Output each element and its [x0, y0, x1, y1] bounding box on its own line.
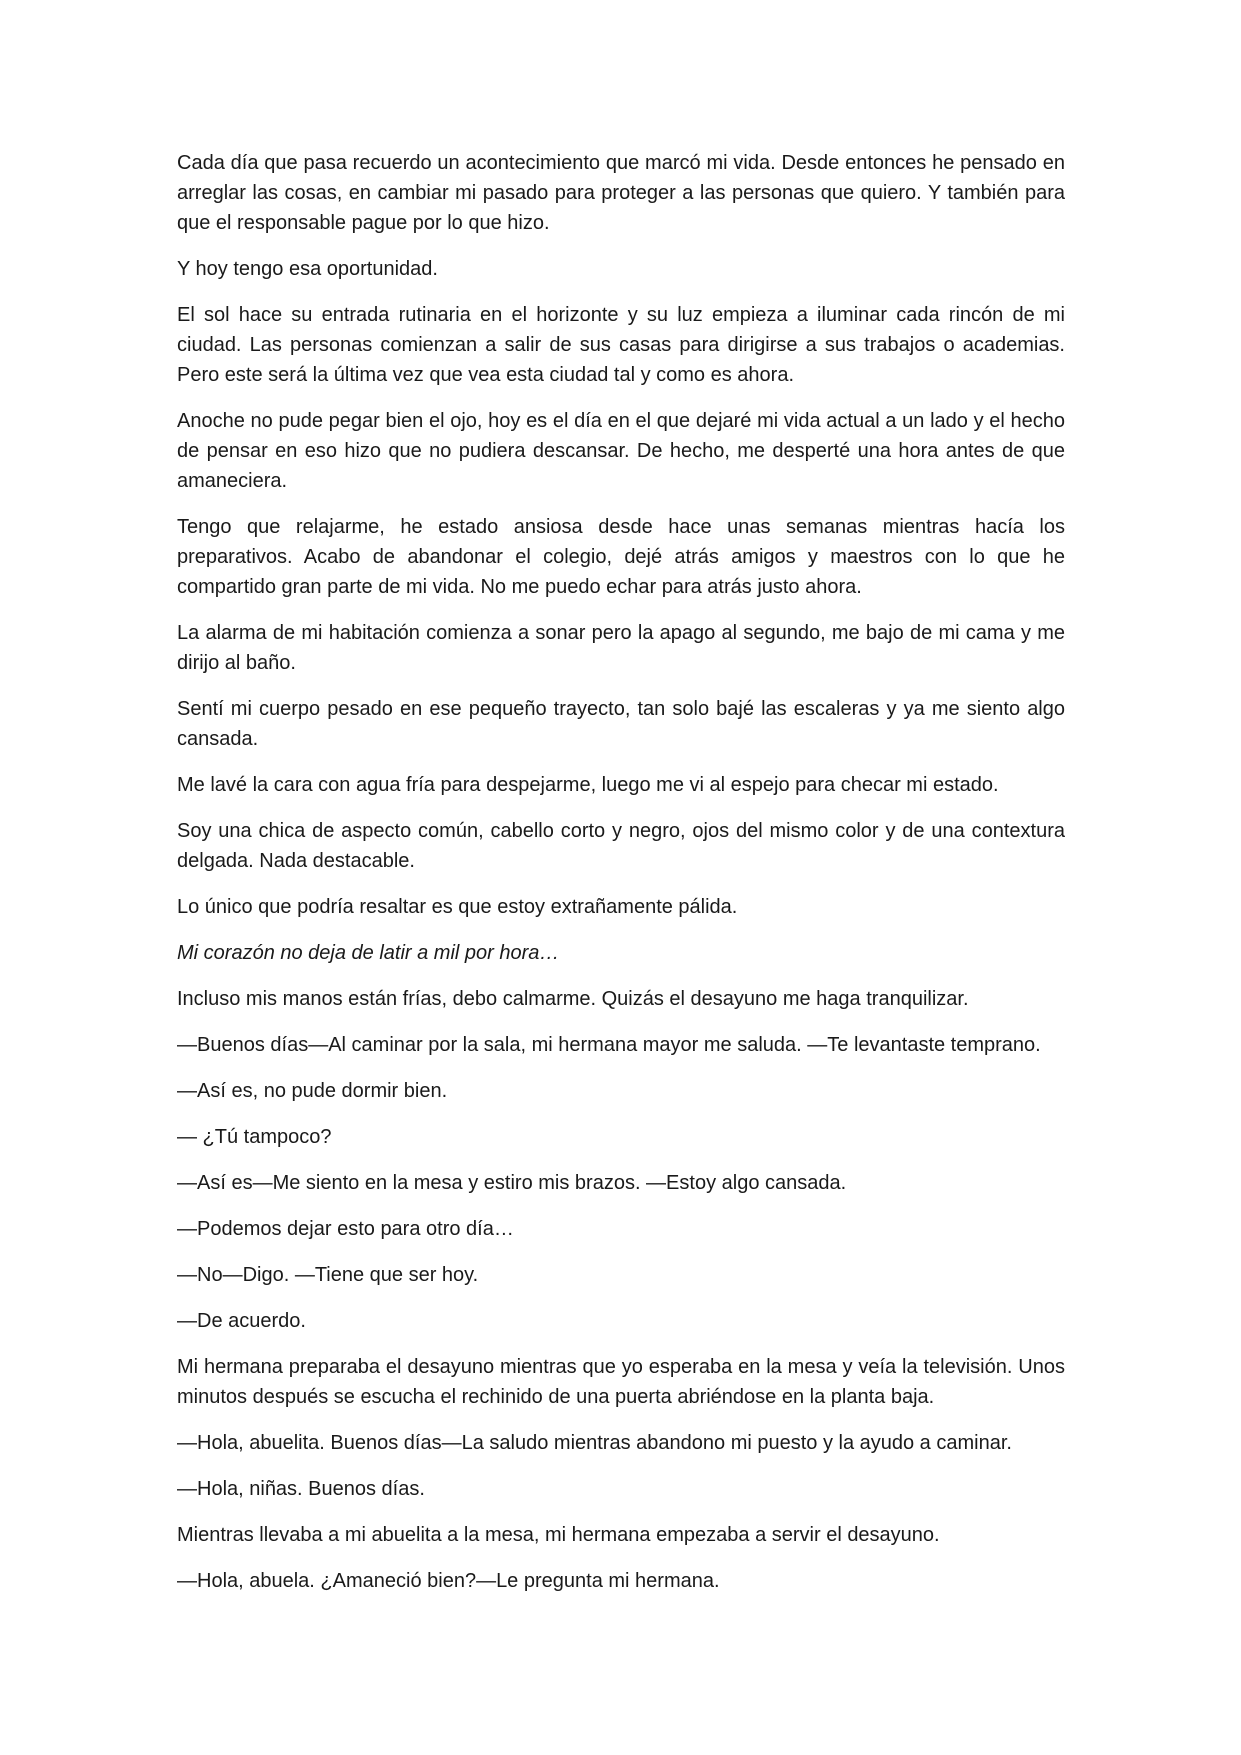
paragraph: Y hoy tengo esa oportunidad. [177, 258, 438, 280]
paragraph: Sentí mi cuerpo pesado en ese pequeño trayecto, tan solo bajé las escaleras y ya me siento algo cansada. [177, 698, 1065, 750]
paragraph: El sol hace su entrada rutinaria en el horizonte y su luz empieza a iluminar cada rincón de mi ciudad. Las personas comienzan a salir de sus casas para dirigirse a sus trabajos o academias. Pero este será la última vez que vea esta ciudad tal y como es ahora. [177, 304, 1065, 386]
paragraph: Soy una chica de aspecto común, cabello corto y negro, ojos del mismo color y de una contextura delgada. Nada destacable. [177, 820, 1065, 872]
paragraph: Mi hermana preparaba el desayuno mientras que yo esperaba en la mesa y veía la televisión. Unos minutos después se escucha el rechinido de una puerta abriéndose en la planta baja. [177, 1356, 1065, 1408]
document-page [177, 148, 1065, 1612]
dialogue-line: —Así es, no pude dormir bien. [177, 1080, 448, 1102]
dialogue-line: —Podemos dejar esto para otro día… [177, 1218, 514, 1240]
paragraph: Mientras llevaba a mi abuelita a la mesa, mi hermana empezaba a servir el desayuno. [177, 1524, 940, 1546]
dialogue-line: —De acuerdo. [177, 1310, 306, 1332]
paragraph: Me lavé la cara con agua fría para despejarme, luego me vi al espejo para checar mi estado. [177, 774, 999, 796]
dialogue-line: —No—Digo. —Tiene que ser hoy. [177, 1264, 479, 1286]
dialogue-line: —Hola, abuela. ¿Amaneció bien?—Le pregunta mi hermana. [177, 1570, 720, 1592]
dialogue-line: —Buenos días—Al caminar por la sala, mi hermana mayor me saluda. —Te levantaste temprano. [177, 1034, 1041, 1056]
paragraph: Cada día que pasa recuerdo un acontecimiento que marcó mi vida. Desde entonces he pensado en arreglar las cosas, en cambiar mi pasado para proteger a las personas que quiero. Y también para que el responsable pague por lo que hizo. [177, 152, 1065, 234]
dialogue-line: —Así es—Me siento en la mesa y estiro mis brazos. —Estoy algo cansada. [177, 1172, 847, 1194]
dialogue-line: —Hola, niñas. Buenos días. [177, 1478, 425, 1500]
paragraph: Tengo que relajarme, he estado ansiosa desde hace unas semanas mientras hacía los preparativos. Acabo de abandonar el colegio, dejé atrás amigos y maestros con lo que he compartido gran parte de mi vida. No me puedo echar para atrás justo ahora. [177, 516, 1065, 598]
paragraph: Lo único que podría resaltar es que estoy extrañamente pálida. [177, 896, 738, 918]
paragraph: La alarma de mi habitación comienza a sonar pero la apago al segundo, me bajo de mi cama y me dirijo al baño. [177, 622, 1065, 674]
italic-paragraph: Mi corazón no deja de latir a mil por hora… [177, 942, 560, 964]
dialogue-line: — ¿Tú tampoco? [177, 1126, 332, 1148]
paragraph: Anoche no pude pegar bien el ojo, hoy es el día en el que dejaré mi vida actual a un lado y el hecho de pensar en eso hizo que no pudiera descansar. De hecho, me desperté una hora antes de que amaneciera. [177, 410, 1065, 492]
dialogue-line: —Hola, abuelita. Buenos días—La saludo mientras abandono mi puesto y la ayudo a caminar. [177, 1432, 1012, 1454]
paragraph: Incluso mis manos están frías, debo calmarme. Quizás el desayuno me haga tranquilizar. [177, 988, 969, 1010]
